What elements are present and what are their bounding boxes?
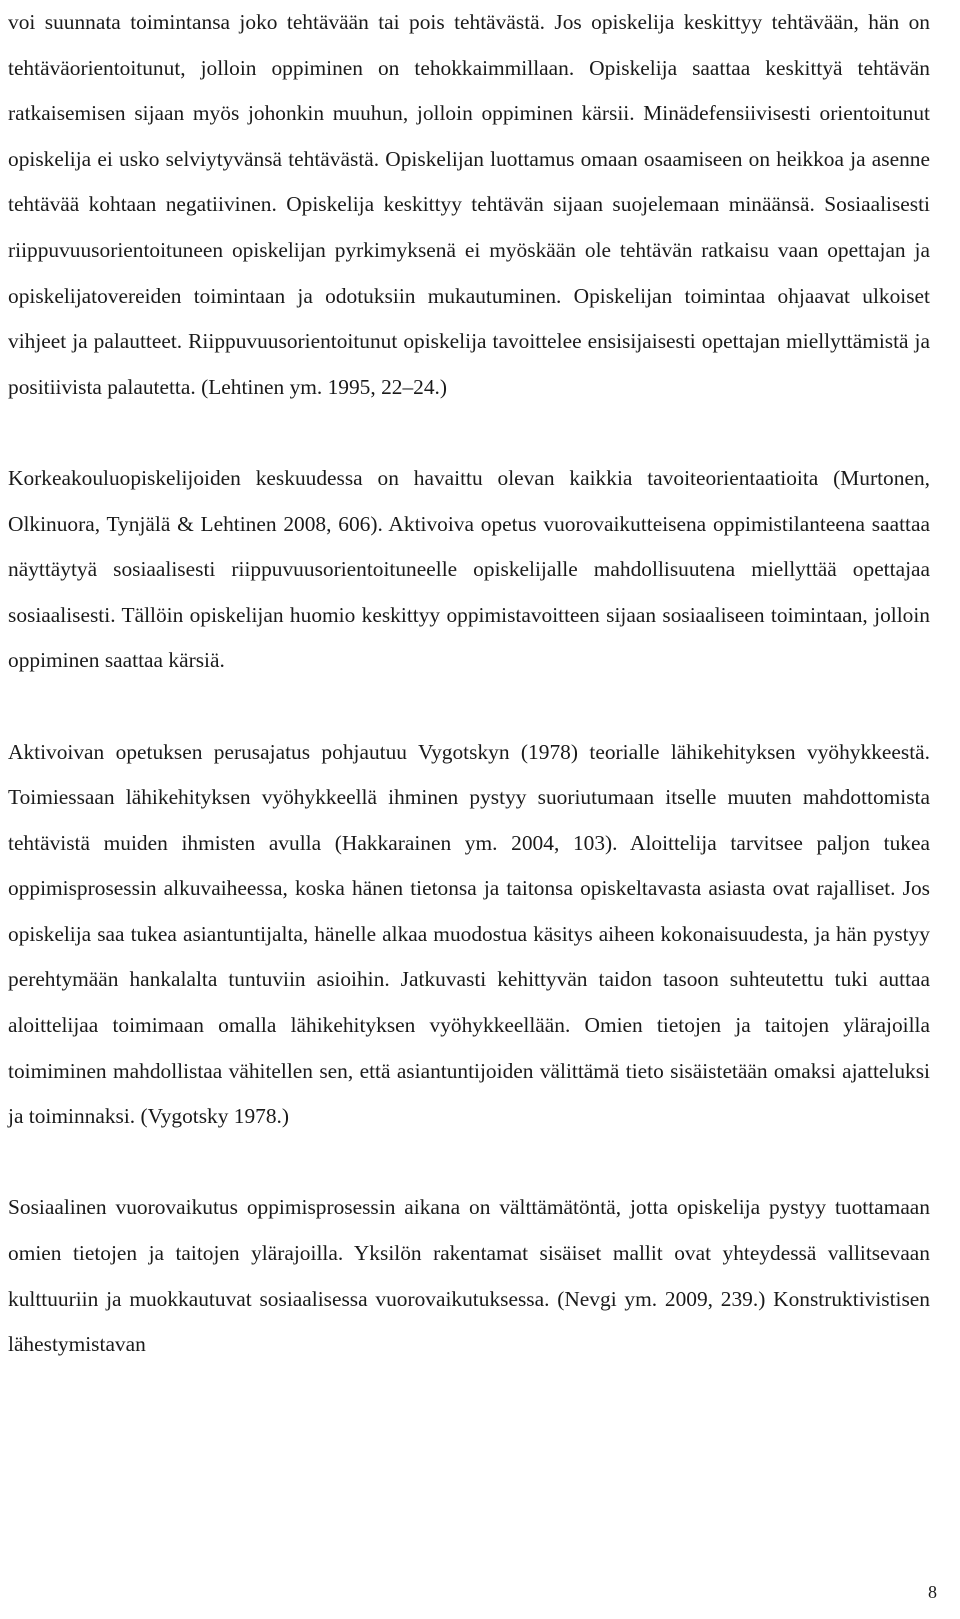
paragraph-spacer [8, 410, 930, 456]
paragraph-goal-orientations: voi suunnata toimintansa joko tehtävään tai pois tehtävästä. Jos opiskelija keskittyy tehtävään, hän on tehtäväorientoitunut, jolloin oppiminen on tehokkaimmillaan. Opiskelija saattaa keskittyä tehtävän ratkaisemisen sijaan myös johonkin muuhun, jolloin oppiminen kärsii. Minädefensiivisesti orientoitunut opiskelija ei usko selviytyvänsä tehtävästä. Opiskelijan luottamus omaan osaamiseen on heikkoa ja asenne tehtävää kohtaan negatiivinen. Opiskelija keskittyy tehtävän sijaan suojelemaan minäänsä. Sosiaalisesti riippuvuusorientoituneen opiskelijan pyrkimyksenä ei myöskään ole tehtävän ratkaisu vaan opettajan ja opiskelijatovereiden toimintaan ja odotuksiin mukautuminen. Opiskelijan toimintaa ohjaavat ulkoiset vihjeet ja palautteet. Riippuvuusorientoitunut opiskelija tavoittelee ensisijaisesti opettajan miellyttämistä ja positiivista palautetta. (Lehtinen ym. 1995, 22–24.) [8, 10, 930, 399]
paragraph-social-interaction: Sosiaalinen vuorovaikutus oppimisprosessin aikana on välttämätöntä, jotta opiskelija pystyy tuottamaan omien tietojen ja taitojen ylärajoilla. Yksilön rakentamat sisäiset mallit ovat yhteydessä vallitsevaan kulttuuriin ja muokkautuvat sosiaalisessa vuorovaikutuksessa. (Nevgi ym. 2009, 239.) Konstruktivistisen lähestymistavan [8, 1195, 930, 1357]
paragraph-spacer [8, 1140, 930, 1186]
paragraph-vygotsky-zone: Aktivoivan opetuksen perusajatus pohjautuu Vygotskyn (1978) teorialle lähikehityksen vyöhykkeestä. Toimiessaan lähikehityksen vyöhykkeellä ihminen pystyy suoriutumaan itselle muuten mahdottomista tehtävistä muiden ihmisten avulla (Hakkarainen ym. 2004, 103). Aloittelija tarvitsee paljon tukea oppimisprosessin alkuvaiheessa, koska hänen tietonsa ja taitonsa opiskeltavasta asiasta ovat rajalliset. Jos opiskelija saa tukea asiantuntijalta, hänelle alkaa muodostua käsitys aiheen kokonaisuudesta, ja hän pystyy perehtymään hankalalta tuntuviin asioihin. Jatkuvasti kehittyvän taidon tasoon suhteutettu tuki auttaa aloittelijaa toimimaan omalla lähikehityksen vyöhykkeellään. Omien tietojen ja taitojen ylärajoilla toimiminen mahdollistaa vähitellen sen, että asiantuntijoiden välittämä tieto sisäistetään omaksi ajatteluksi ja toiminnaksi. (Vygotsky 1978.) [8, 739, 930, 1129]
paragraph-university-students: Korkeakouluopiskelijoiden keskuudessa on havaittu olevan kaikkia tavoiteorientaatioita (Murtonen, Olkinuora, Tynjälä & Lehtinen 2008, 606). Aktivoiva opetus vuorovaikutteisena oppimistilanteena saattaa näyttäytyä sosiaalisesti riippuvuusorientoituneelle opiskelijalle mahdollisuutena miellyttää opettajaa sosiaalisesti. Tällöin opiskelijan huomio keskittyy oppimistavoitteen sijaan sosiaaliseen toimintaan, jolloin oppiminen saattaa kärsiä. [8, 465, 930, 673]
document-page [8, 0, 930, 1368]
page-number: 8 [928, 1582, 937, 1602]
paragraph-spacer [8, 684, 930, 730]
